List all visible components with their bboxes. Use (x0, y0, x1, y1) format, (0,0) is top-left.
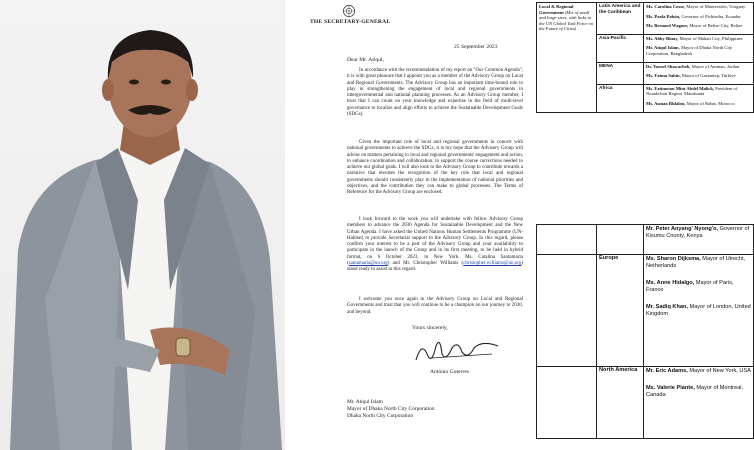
santamaria-email-link[interactable]: santamaria@un.org (348, 261, 388, 267)
addressee-name: Mr. Atiqul Islam (347, 399, 383, 405)
member-name: Ms. Asmaa Rhlalou, (646, 100, 686, 106)
region-cell: Africa (597, 84, 644, 112)
member-role: Mayor of Utrecht, Netherlands (646, 256, 746, 269)
header-group-note: (Mix of small and large sizes, with links to the UN Global Task Force on the Future of Cities) (539, 9, 594, 32)
letter-signer: António Guterres (430, 369, 469, 375)
letter-paragraph-4: I welcome you once again to the Advisory Group on Local and Regional Governments and trust that you will continue to be a champion on our journey to 2030, and beyond. (347, 297, 523, 315)
member-role: Mayor of Amman, Jordan (691, 63, 740, 69)
letter-date: 25 September 2023 (454, 44, 498, 50)
portrait-photo (0, 0, 285, 450)
member-name: Ms. Carolina Cosse, (646, 4, 686, 9)
letter-paragraph-1: In accordance with the recommendation of my report on "Our Common Agenda", it is with great pleasure that I appoint you as a member of the Advisory Group on Local and Regional Governments. The Advisory Group has an important time-bound role to play in strengthening the engagement of local and regional governments in intergovernmental and national planning processes. As an Advisory Group member, I trust that I can count on your knowledge and expertise in the field of multi-level governance to localize and align efforts to achieve the Sustainable Development Goals (SDGs). (347, 68, 523, 118)
member-entry (646, 304, 751, 318)
members-cell (644, 367, 754, 439)
member-name: Ms. Valerie Plante, (646, 385, 695, 391)
member-entry (646, 14, 751, 20)
advisory-group-table (536, 2, 751, 449)
members-cell (644, 3, 754, 35)
letter-paragraph-3-text-a: I look forward to the work you will undertake with fellow Advisory Group members to advance the 2030 Agenda for Sustainable Development and the New Urban Agenda. I have asked the United Nations Human Settlements Programme (UN-Habitat) to provide Secretariat support to the Advisory Group. In this regard, please confirm your interest to be a part of the Advisory Group and your availability to participate in the launch of the Group and in its first meeting, to be held in hybrid format, on 6 October 2023, in New York. Ms. Catalina Santamaria ( (347, 217, 523, 267)
letter-salutation: Dear Mr. Atiqul, (347, 57, 384, 63)
header-group-cell (537, 3, 597, 113)
members-cell (644, 34, 754, 62)
member-entry (646, 226, 751, 240)
member-entry (646, 36, 751, 42)
region-cell: Europe (597, 255, 644, 367)
member-role: Mayor of Montevideo, Uruguay (686, 4, 746, 9)
table-row (537, 3, 754, 35)
region-cell: North America (597, 367, 644, 439)
member-role: Mayor of Dhaka North City Corporation, Bangladesh (646, 45, 733, 56)
letter-paragraph-3 (347, 217, 523, 274)
table-row (537, 367, 754, 439)
members-table-lower (536, 224, 754, 439)
members-cell (644, 84, 754, 112)
addressee-org: Dhaka North City Corporation (347, 413, 414, 419)
member-role: President of Nouakchott Region, Mauritania (646, 85, 738, 97)
member-name: Mr. Peter Anyang' Nyong'o, (646, 226, 719, 232)
table-row (537, 225, 754, 255)
letter-heading: THE SECRETARY-GENERAL (310, 19, 391, 25)
member-entry (646, 86, 751, 97)
empty-cell (537, 225, 597, 255)
members-cell (644, 225, 754, 255)
empty-cell (537, 367, 597, 439)
region-cell: MENA (597, 62, 644, 84)
letter-address-block (347, 399, 435, 420)
region-cell: Latin America and the Caribbean (597, 3, 644, 35)
williams-email-link[interactable]: christopher.williams@un.org (463, 261, 522, 267)
member-name: Ms. Abby Binay, (646, 35, 679, 41)
member-name: Mr. Sadiq Khan, (646, 304, 688, 310)
member-name: Ms. Paola Pabón, (646, 13, 681, 19)
letter-closing: Yours sincerely, (412, 325, 448, 331)
members-cell (644, 62, 754, 84)
region-cell: Asia-Pacific (597, 34, 644, 62)
member-role: Mayor of Gaziantep, Türkiye (681, 73, 736, 79)
member-name: Dr. Yousef Shawarbeh, (646, 63, 691, 69)
header-group-label: Local & Regional Government (539, 4, 574, 15)
member-entry (646, 256, 751, 270)
member-role: Mayor of Makati City, Philippines (679, 35, 743, 41)
member-name: Ms. Sharon Dijksma, (646, 256, 701, 262)
letter-paragraph-2: Given the important role of local and regional governments in concert with national governments to achieve the SDGs, it is my hope that the Advisory Group will advise on matters pertaining to local and regional governments' engagement and action, to enhance coordination and collaboration, to support the course corrections needed to achieve our global goals. I will also look to the Advisory Group to contribute towards a narrative that elevates the recognition of the key role that local and regional governments should consistently play in the implementation of national priorities and objectives, and the contribution they can make to global processes. The Terms of Reference for the Advisory Group are enclosed. (347, 140, 523, 196)
member-name: Mr. Eric Adams, (646, 368, 688, 374)
member-entry (646, 385, 751, 399)
member-name: Ms. Fatimetou Mint Abdel Malick, (646, 85, 715, 91)
member-entry (646, 4, 751, 10)
member-name: Ms. Fatma Sahin, (646, 73, 681, 79)
empty-cell (537, 255, 597, 367)
letter-paragraph-3-text-b: ) and Mr. Christopher Williams ( (387, 261, 464, 267)
table-row (537, 255, 754, 367)
member-name: Mr. Atiqul Islam, (646, 45, 680, 51)
member-entry (646, 23, 751, 29)
un-emblem-icon (342, 4, 356, 18)
members-cell (644, 255, 754, 367)
member-role: Mayor of Belize City, Belize (689, 23, 743, 29)
member-role: Governor of Pichincha, Ecuador (681, 13, 741, 19)
appointment-letter (300, 0, 530, 450)
member-name: Ms. Anne Hidalgo, (646, 280, 695, 286)
member-entry (646, 45, 751, 56)
member-entry (646, 280, 751, 294)
member-role: Governor of Kisumu County, Kenya (646, 226, 750, 239)
letter-paragraph-3-text-c: ) stand ready to assist in this regard. (347, 261, 523, 273)
member-entry (646, 101, 751, 107)
signature-icon (412, 334, 502, 368)
member-entry (646, 64, 751, 70)
member-role: Mayor of London, United Kingdom (646, 304, 751, 317)
region-cell (597, 225, 644, 255)
members-table (536, 2, 754, 113)
member-name: Mr. Bernard Wagner, (646, 23, 689, 29)
member-entry (646, 73, 751, 79)
member-entry (646, 368, 751, 375)
member-role: Mayor of Montreal, Canada (646, 385, 744, 398)
addressee-title: Mayor of Dhaka North City Corporation (347, 406, 435, 412)
portrait-illustration (0, 0, 285, 450)
member-role: Mayor of Paris, France (646, 280, 734, 293)
member-role: Mayor of New York, USA (689, 368, 751, 374)
member-role: Mayor of Rabat, Morocco (686, 100, 735, 106)
